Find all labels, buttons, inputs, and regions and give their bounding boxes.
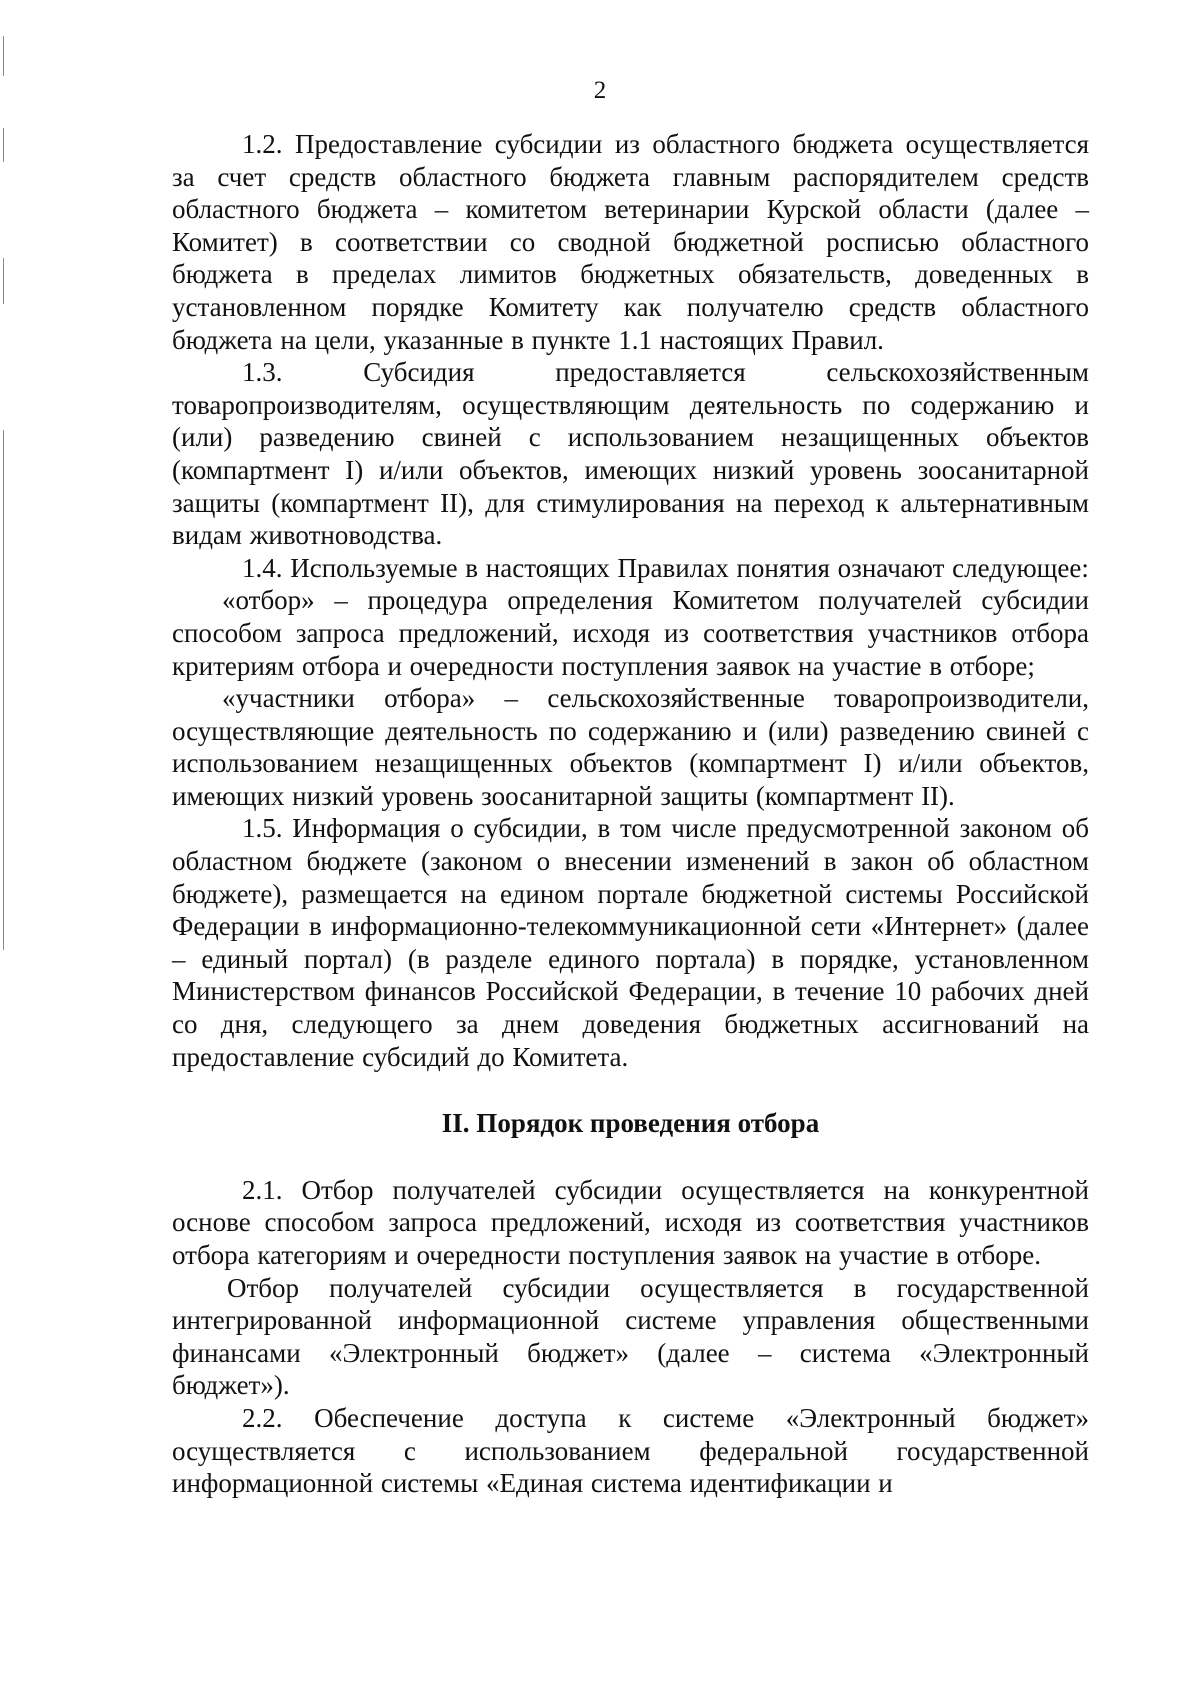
scan-edge-mark-3	[3, 258, 4, 304]
section-heading: II. Порядок проведения отбора	[441, 1108, 820, 1139]
paragraph-1-2: 1.2. Предоставление субсидии из областного бюджета осуществляется за счет средств областного бюджета главным распорядителем средств областного бюджета – комитетом ветеринарии Курской области (далее – Комитет) в соответствии со сводной бюджетной росписью областного бюджета в пределах лимитов бюджетных обязательств, доведенных в установленном порядке Комитету как получателю средств областного бюджета на цели, указанные в пункте 1.1 настоящих Правил.	[172, 129, 1089, 355]
scan-edge-mark-1	[3, 36, 4, 76]
paragraph-2-1: 2.1. Отбор получателей субсидии осуществляется на конкурентной основе способом запроса предложений, исходя из соответствия участников отбора категориям и очередности поступления заявок на участие в отборе.	[172, 1174, 1089, 1270]
scan-edge-mark-2	[3, 128, 4, 162]
document-body	[172, 128, 1089, 1500]
scan-edge-mark-4	[3, 430, 4, 950]
definition-otbor: «отбор» – процедура определения Комитетом получателей субсидии способом запроса предложений, исходя из соответствия участников отбора критериям отбора и очередности поступления заявок на участие в отборе;	[172, 585, 1089, 681]
paragraph-1-4: 1.4. Используемые в настоящих Правилах понятия означают следующее:	[242, 552, 1089, 583]
page-number: 2	[593, 77, 607, 104]
paragraph-1-5: 1.5. Информация о субсидии, в том числе предусмотренной законом об областном бюджете (законом о внесении изменений в закон об областном бюджете), размещается на едином портале бюджетной системы Российской Федерации в информационно-телекоммуникационной сети «Интернет» (далее – единый портал) (в разделе единого портала) в порядке, установленном Министерством финансов Российской Федерации, в течение 10 рабочих дней со дня, следующего за днем доведения бюджетных ассигнований на предоставление субсидий до Комитета.	[172, 813, 1089, 1072]
paragraph-2-1-continued: Отбор получателей субсидии осуществляется в государственной интегрированной информационной системе управления общественными финансами «Электронный бюджет» (далее – система «Электронный бюджет»).	[172, 1272, 1089, 1401]
paragraph-2-2: 2.2. Обеспечение доступа к системе «Электронный бюджет» осуществляется с использованием федеральной государственной информационной системы «Единая система идентификации и	[172, 1402, 1089, 1499]
definition-uchastniki-otbora: «участники отбора» – сельскохозяйственные товаропроизводители, осуществляющие деятельность по содержанию и (или) разведению свиней с использованием незащищенных объектов (компартмент I) и/или объектов, имеющих низкий уровень зоосанитарной защиты (компартмент II).	[172, 683, 1089, 811]
paragraph-1-3: 1.3. Субсидия предоставляется сельскохозяйственным товаропроизводителям, осуществляющим деятельность по содержанию и (или) разведению свиней с использованием незащищенных объектов (компартмент I) и/или объектов, имеющих низкий уровень зоосанитарной защиты (компартмент II), для стимулирования на переход к альтернативным видам животноводства.	[172, 357, 1089, 551]
